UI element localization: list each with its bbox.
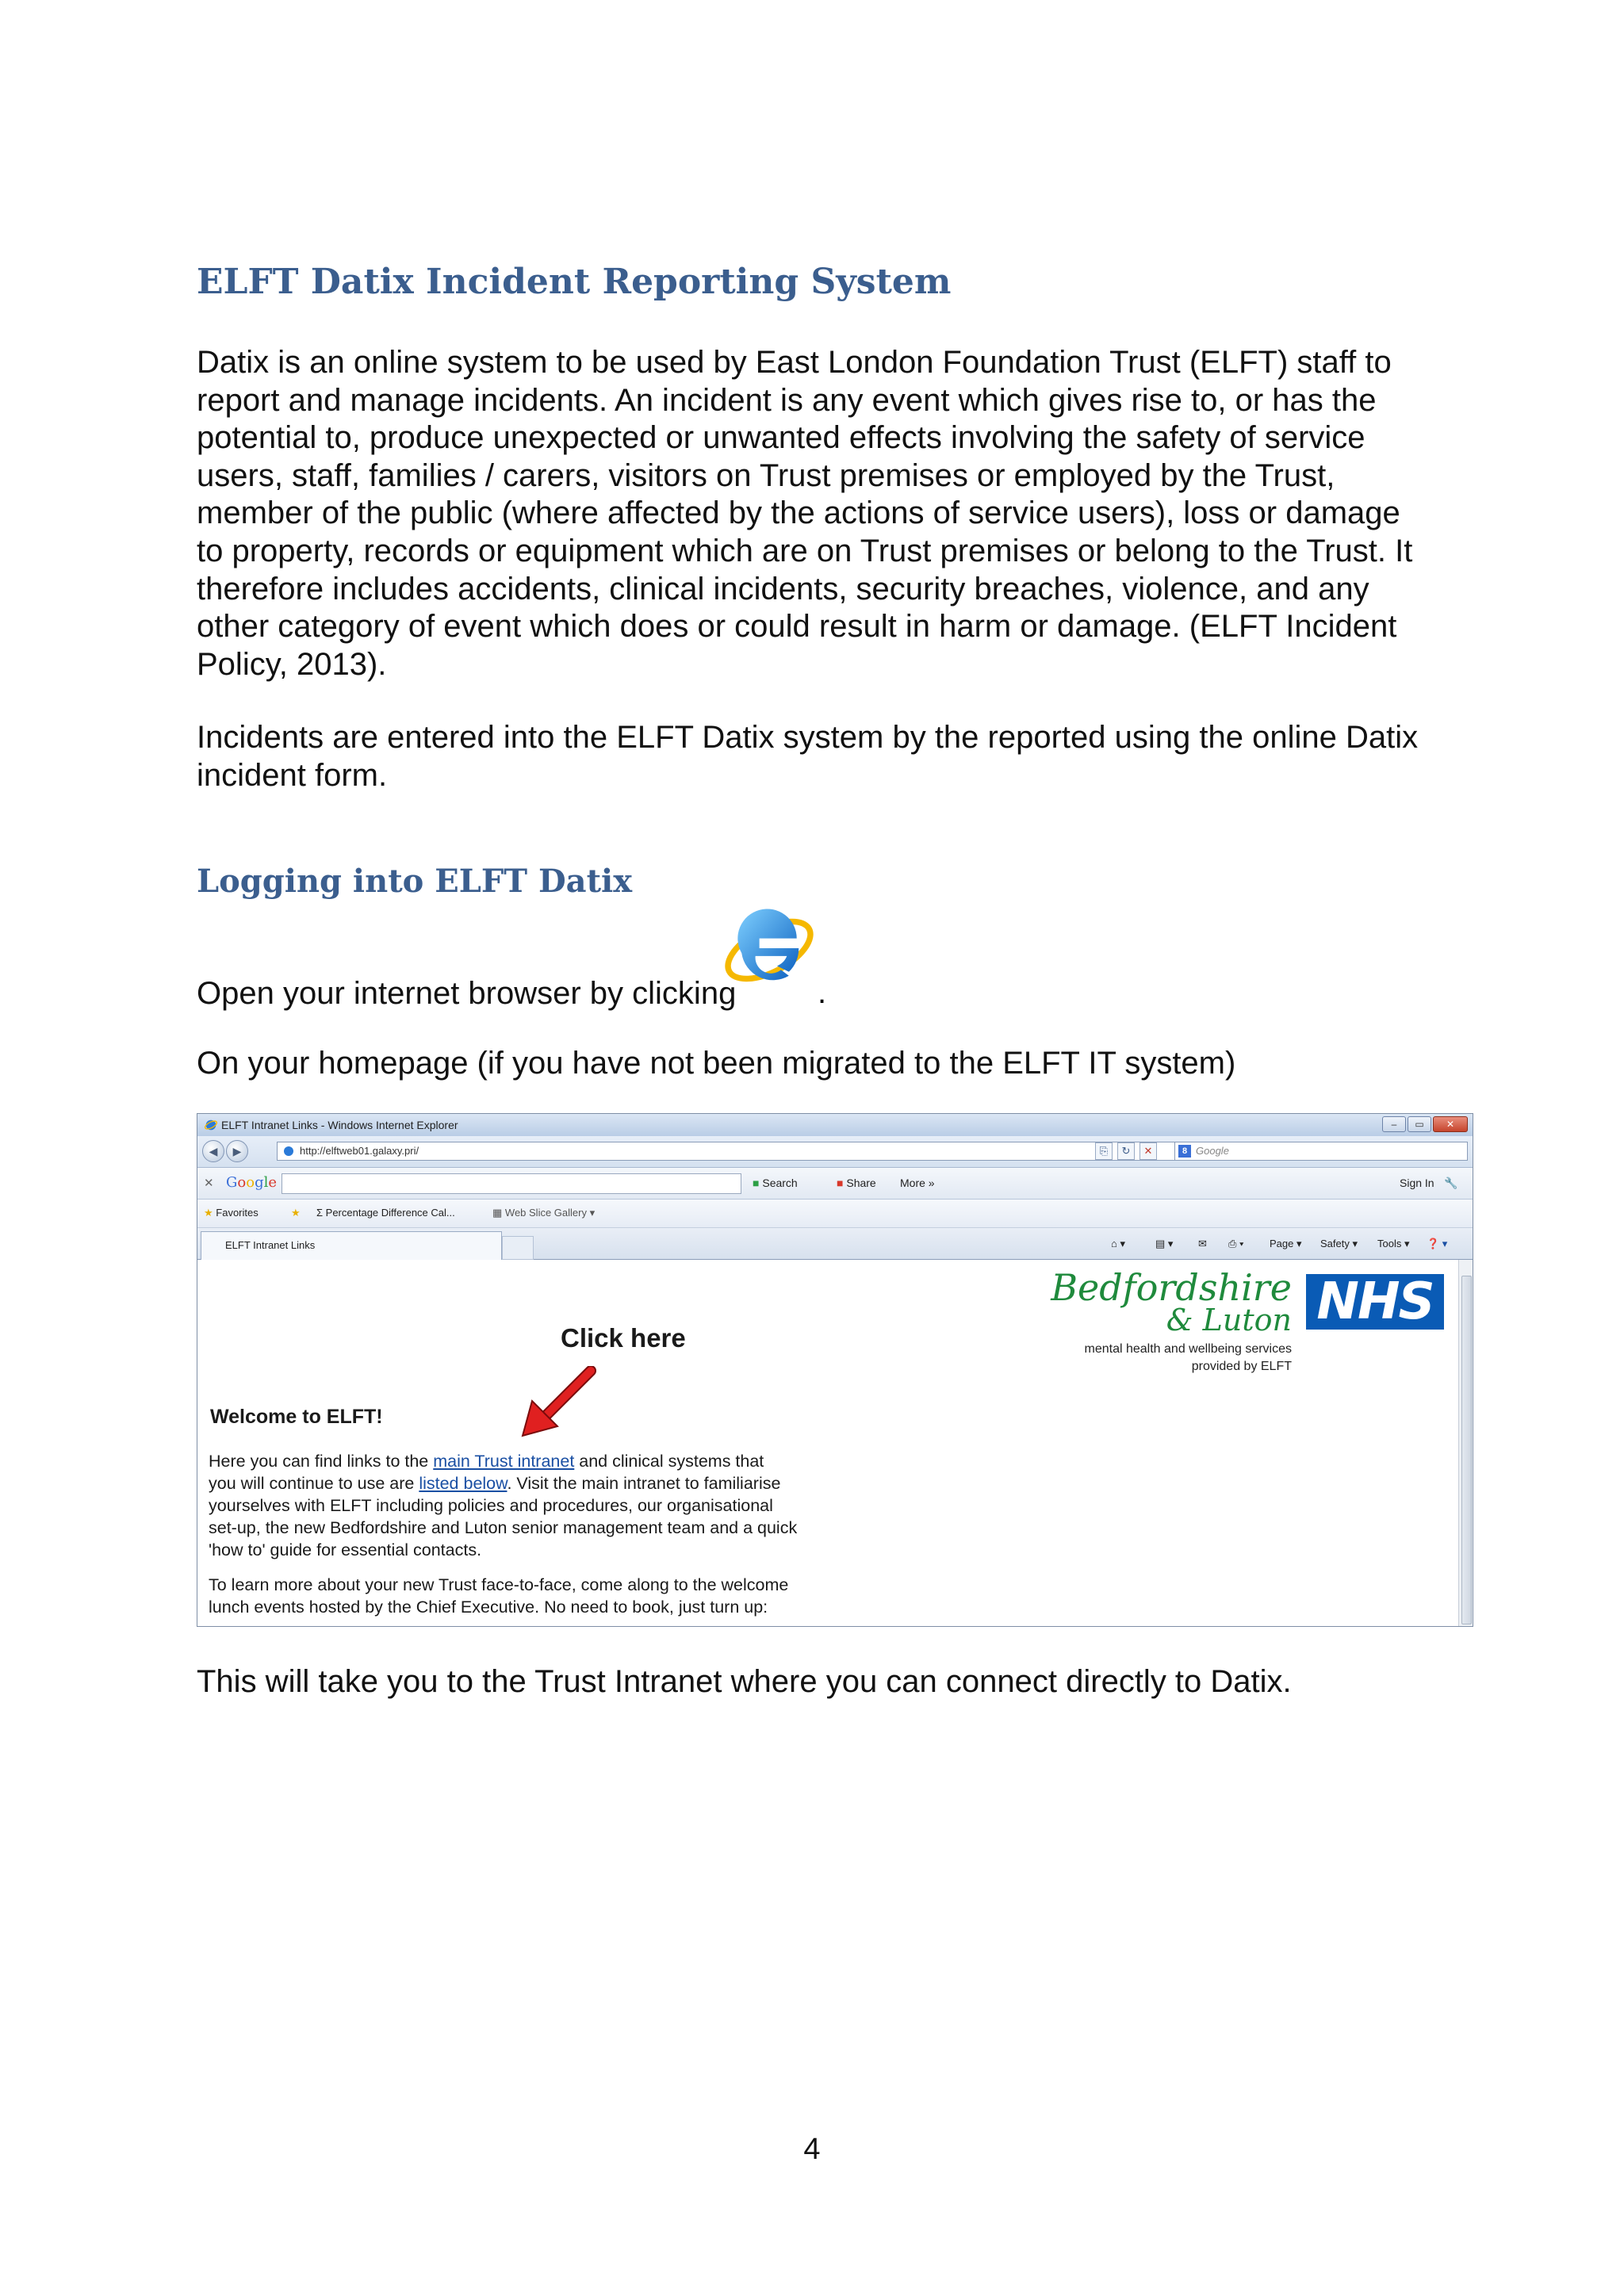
tagline-line1: mental health and wellbeing services [1084, 1342, 1292, 1356]
google-toolbar [197, 1168, 1473, 1200]
tools-menu[interactable]: Tools ▾ [1377, 1238, 1410, 1249]
page-number: 4 [803, 2133, 821, 2166]
safety-menu[interactable]: Safety ▾ [1320, 1238, 1358, 1249]
nhs-logo: NHS [1306, 1274, 1444, 1330]
click-here-annotation: Click here [561, 1323, 686, 1353]
sentence-period: . [818, 975, 827, 1010]
home-icon[interactable]: ⌂ ▾ [1111, 1238, 1125, 1249]
toolbar-search-button[interactable]: ■ Search [753, 1177, 798, 1189]
sign-in-button[interactable]: Sign In [1400, 1177, 1434, 1189]
toolbar-share-button[interactable]: ■ Share [837, 1177, 876, 1189]
intro-paragraph: Datix is an online system to be used by East London Foundation Trust (ELFT) staff to report and manage incidents. An incident is any event which gives rise to, or has the potential to, produce unexpected or unwanted effects involving the safety of service users, staff, families / carers, visitors on Trust premises or employed by the Trust, member of the public (where affected by the actions of service users), loss or damage to property, records or equipment which are on Trust premises or belong to the Trust. It therefore includes accidents, clinical incidents, security breaches, violence, and any other category of event which does or could result in harm or damage. (ELFT Incident Policy, 2013). [197, 345, 1413, 682]
help-icon[interactable]: ❓ ▾ [1427, 1238, 1448, 1249]
refresh-icon[interactable]: ↻ [1117, 1142, 1135, 1160]
search-placeholder: Google [1196, 1145, 1229, 1157]
new-tab-button[interactable] [502, 1236, 534, 1260]
share-icon: ■ [837, 1177, 844, 1189]
page-menu[interactable]: Page ▾ [1270, 1238, 1302, 1249]
incidents-paragraph: Incidents are entered into the ELFT Datix system by the reported using the online Datix incident form. [197, 720, 1419, 793]
close-toolbar-icon[interactable]: ✕ [204, 1177, 214, 1190]
welcome-heading: Welcome to ELFT! [210, 1406, 383, 1428]
red-arrow-icon [519, 1366, 599, 1437]
browser-screenshot [197, 1113, 1473, 1627]
print-icon[interactable]: ⎙ ▾ [1228, 1238, 1244, 1249]
ie-window-icon [204, 1118, 218, 1132]
forward-button[interactable]: ▶ [226, 1140, 248, 1162]
google-search-icon: 8 [1178, 1145, 1191, 1158]
favorite-link-web-slice[interactable]: ▦ Web Slice Gallery ▾ [492, 1207, 596, 1219]
close-button[interactable]: ✕ [1433, 1116, 1468, 1132]
page-heading: ELFT Datix Incident Reporting System [197, 262, 952, 302]
favorite-link-percentage[interactable]: Σ Percentage Difference Cal... [316, 1207, 455, 1219]
tab-bar [197, 1228, 1473, 1260]
favorites-button[interactable]: ★ Favorites [204, 1207, 259, 1219]
feeds-icon[interactable]: ▤ ▾ [1155, 1238, 1174, 1249]
page-icon [282, 1145, 295, 1158]
open-browser-text: Open your internet browser by clicking [197, 976, 737, 1011]
internet-explorer-icon[interactable] [720, 899, 818, 997]
favorites-bar [197, 1200, 1473, 1228]
toolbar-more-button[interactable]: More » [900, 1177, 935, 1189]
add-favorite-icon[interactable]: ★ [291, 1207, 301, 1219]
intranet-page [197, 1260, 1458, 1627]
window-title: ELFT Intranet Links - Windows Internet Explorer [221, 1119, 458, 1131]
google-logo: Google [226, 1174, 278, 1191]
mail-icon[interactable]: ✉ [1198, 1238, 1207, 1249]
scrollbar-thumb[interactable] [1461, 1276, 1472, 1624]
back-button[interactable]: ◀ [202, 1140, 224, 1162]
bedfordshire-text: Bedfordshire [1051, 1266, 1292, 1309]
result-text: This will take you to the Trust Intranet where you can connect directly to Datix. [197, 1664, 1292, 1699]
vertical-scrollbar[interactable] [1458, 1260, 1473, 1627]
tab-title: ELFT Intranet Links [225, 1239, 316, 1251]
luton-text: & Luton [1166, 1303, 1292, 1337]
tagline-line2: provided by ELFT [1191, 1360, 1292, 1373]
stop-icon[interactable]: ✕ [1139, 1142, 1157, 1160]
main-trust-intranet-link[interactable]: main Trust intranet [433, 1452, 575, 1471]
listed-below-link[interactable]: listed below [419, 1474, 508, 1493]
bedfordshire-luton-logo [1038, 1266, 1292, 1373]
section-heading-logging: Logging into ELFT Datix [197, 863, 633, 900]
tab-elft-intranet[interactable] [201, 1231, 502, 1260]
wrench-icon[interactable]: 🔧 [1444, 1177, 1458, 1189]
search-icon: ■ [753, 1177, 760, 1189]
compatibility-icon[interactable]: ⎘ [1095, 1142, 1113, 1160]
window-titlebar [197, 1114, 1473, 1136]
google-search-input[interactable] [282, 1173, 741, 1194]
welcome-events-text: To learn more about your new Trust face-to-face, come along to the welcome lunch events hosted by the Chief Executive. No need to book, just turn up: [209, 1575, 789, 1617]
address-bar-row [197, 1136, 1473, 1168]
maximize-button[interactable]: ▭ [1408, 1116, 1431, 1132]
welcome-body: Here you can find links to the main Trust intranet and clinical systems that you will continue to use are listed below. Visit the main intranet to familiarise yourselves with ELFT including policies and procedures, our organisational set-up, the new Bedfordshire and Luton senior management team and a quick 'how to' guide for essential contacts. [209, 1452, 798, 1559]
homepage-text: On your homepage (if you have not been migrated to the ELFT IT system) [197, 1046, 1236, 1081]
search-input[interactable] [1174, 1142, 1468, 1161]
star-icon: ★ [204, 1207, 213, 1219]
minimize-button[interactable]: – [1382, 1116, 1406, 1132]
address-text: http://elftweb01.galaxy.pri/ [300, 1145, 419, 1157]
